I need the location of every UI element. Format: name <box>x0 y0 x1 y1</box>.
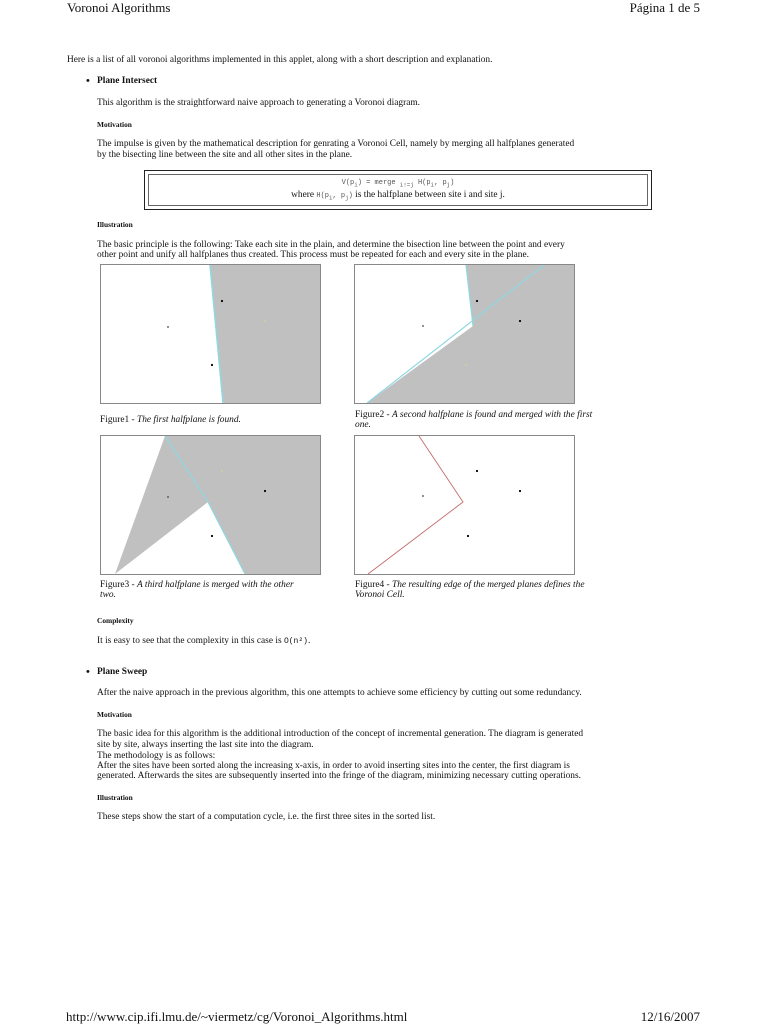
sweep-motivation-line: After the sites have been sorted along the increasing x-axis, in order to avoid inserting sites into the center, the first diagram is <box>97 761 570 771</box>
formula-sub: j <box>446 181 451 189</box>
sweep-illustration-text: These steps show the start of a computation cycle, i.e. the first three sites in the sorted list. <box>97 812 436 822</box>
formula-line <box>149 179 647 188</box>
formula-h-close: ) <box>348 192 353 200</box>
figure3-diagram <box>100 435 321 575</box>
figure-caption-text: The first halfplane is found. <box>136 415 241 425</box>
site-point <box>519 320 521 322</box>
formula-sub: i <box>329 194 333 202</box>
intro-text: Here is a list of all voronoi algorithms implemented in this applet, along with a short description and explanation. <box>67 55 493 65</box>
sweep-motivation-line: The methodology is as follows: <box>97 751 216 761</box>
site-point <box>467 535 469 537</box>
figure-label: Figure2 <box>355 410 385 420</box>
figure4-caption <box>355 580 584 600</box>
site-point <box>264 490 266 492</box>
formula-h-mid: , p <box>332 192 346 200</box>
site-point <box>476 470 478 472</box>
illustration-text-line: other point and unify all halfplanes thus created. This process must be repeated for each and every site in the plane. <box>97 250 529 260</box>
formula-where-line <box>149 190 647 201</box>
site-point <box>211 364 213 366</box>
figure3-caption <box>100 580 294 600</box>
site-point <box>167 496 169 498</box>
page-header-title: Voronoi Algorithms <box>67 0 171 15</box>
section-title-plane-sweep: • Plane Sweep <box>97 667 147 677</box>
formula-h: H(p <box>316 192 329 200</box>
figure-caption-text: two. <box>100 590 116 600</box>
figure-caption-text: A third halfplane is merged with the other <box>136 580 294 590</box>
plane-sweep-desc: After the naive approach in the previous algorithm, this one attempts to achieve some efficiency by cutting out some redundancy. <box>97 688 582 698</box>
figure-sep: - <box>384 580 392 590</box>
illustration-heading: Illustration <box>97 793 133 802</box>
section-title-plane-intersect: • Plane Intersect <box>97 76 157 86</box>
formula-sub: i <box>430 181 435 189</box>
figure-sep: - <box>384 410 392 420</box>
site-point <box>519 490 521 492</box>
formula-rhs-mid: , p <box>434 179 447 187</box>
site-point <box>167 326 169 328</box>
complexity-value: O(n²) <box>283 637 308 646</box>
sweep-motivation-line: generated. Afterwards the sites are subsequently inserted into the fringe of the diagram, minimizing necessary cutting operations. <box>97 771 581 781</box>
figure-caption-text: one. <box>355 420 371 430</box>
site-point <box>476 300 478 302</box>
figure2-caption <box>355 410 592 430</box>
site-point <box>422 495 424 497</box>
sweep-motivation-line: The basic idea for this algorithm is the additional introduction of the concept of incremental generation. The diagram is generated <box>97 729 584 739</box>
sweep-motivation-line: site by site, always inserting the last site into the diagram. <box>97 740 314 750</box>
footer-url[interactable]: http://www.cip.ifi.lmu.de/~viermetz/cg/Voronoi_Algorithms.html <box>66 1009 408 1024</box>
page-header-pagenum: Página 1 de 5 <box>629 0 700 15</box>
figure-label: Figure3 <box>100 580 130 590</box>
formula-rhs: H(p <box>417 179 431 187</box>
formula-rhs-close: ) <box>450 179 455 187</box>
formula-lhs: V(p <box>341 179 355 187</box>
formula-inner <box>148 174 648 206</box>
site-point <box>264 320 265 321</box>
figure-sep: - <box>129 415 137 425</box>
site-point <box>465 364 466 365</box>
site-point <box>221 470 222 471</box>
formula-tail: is the halfplane between site i and site j. <box>355 190 505 200</box>
figure1-caption <box>100 415 241 425</box>
motivation-text-line: The impulse is given by the mathematical description for genrating a Voronoi Cell, namely by merging all halfplanes generated <box>97 139 575 149</box>
formula-sub: i <box>354 181 358 189</box>
plane-intersect-desc: This algorithm is the straightforward naive approach to generating a Voronoi diagram. <box>97 98 421 108</box>
figure-caption-text: Voronoi Cell. <box>355 590 405 600</box>
formula-merge-sub: i!=j <box>399 181 414 189</box>
figure1-diagram <box>100 264 321 404</box>
figure2-diagram <box>354 264 575 404</box>
figure-label: Figure1 <box>100 415 130 425</box>
complexity-sentence: It is easy to see that the complexity in this case is <box>97 636 282 646</box>
figure-sep: - <box>129 580 137 590</box>
illustration-heading: Illustration <box>97 220 133 229</box>
formula-box <box>144 170 652 210</box>
complexity-text <box>97 636 310 648</box>
figure-caption-text: A second halfplane is found and merged with the first <box>391 410 593 420</box>
footer-date: 12/16/2007 <box>640 1009 700 1024</box>
formula-where: where <box>291 190 315 200</box>
figure-label: Figure4 <box>355 580 385 590</box>
motivation-heading: Motivation <box>97 710 132 719</box>
illustration-text-line: The basic principle is the following: Take each site in the plain, and determine the bisection line between the point and every <box>97 240 565 250</box>
site-point <box>221 300 223 302</box>
formula-sub: j <box>345 194 349 202</box>
site-point <box>211 535 213 537</box>
complexity-end: . <box>307 636 311 646</box>
figure-frame <box>355 436 575 575</box>
motivation-heading: Motivation <box>97 120 132 129</box>
complexity-heading: Complexity <box>97 616 134 625</box>
figure4-diagram <box>354 435 575 575</box>
figure-caption-text: The resulting edge of the merged planes defines the <box>391 580 585 590</box>
formula-merge: ) = merge <box>357 179 396 187</box>
halfplane-region <box>210 265 320 403</box>
site-point <box>422 325 424 327</box>
motivation-text-line: by the bisecting line between the site and all other sites in the plane. <box>97 150 353 160</box>
